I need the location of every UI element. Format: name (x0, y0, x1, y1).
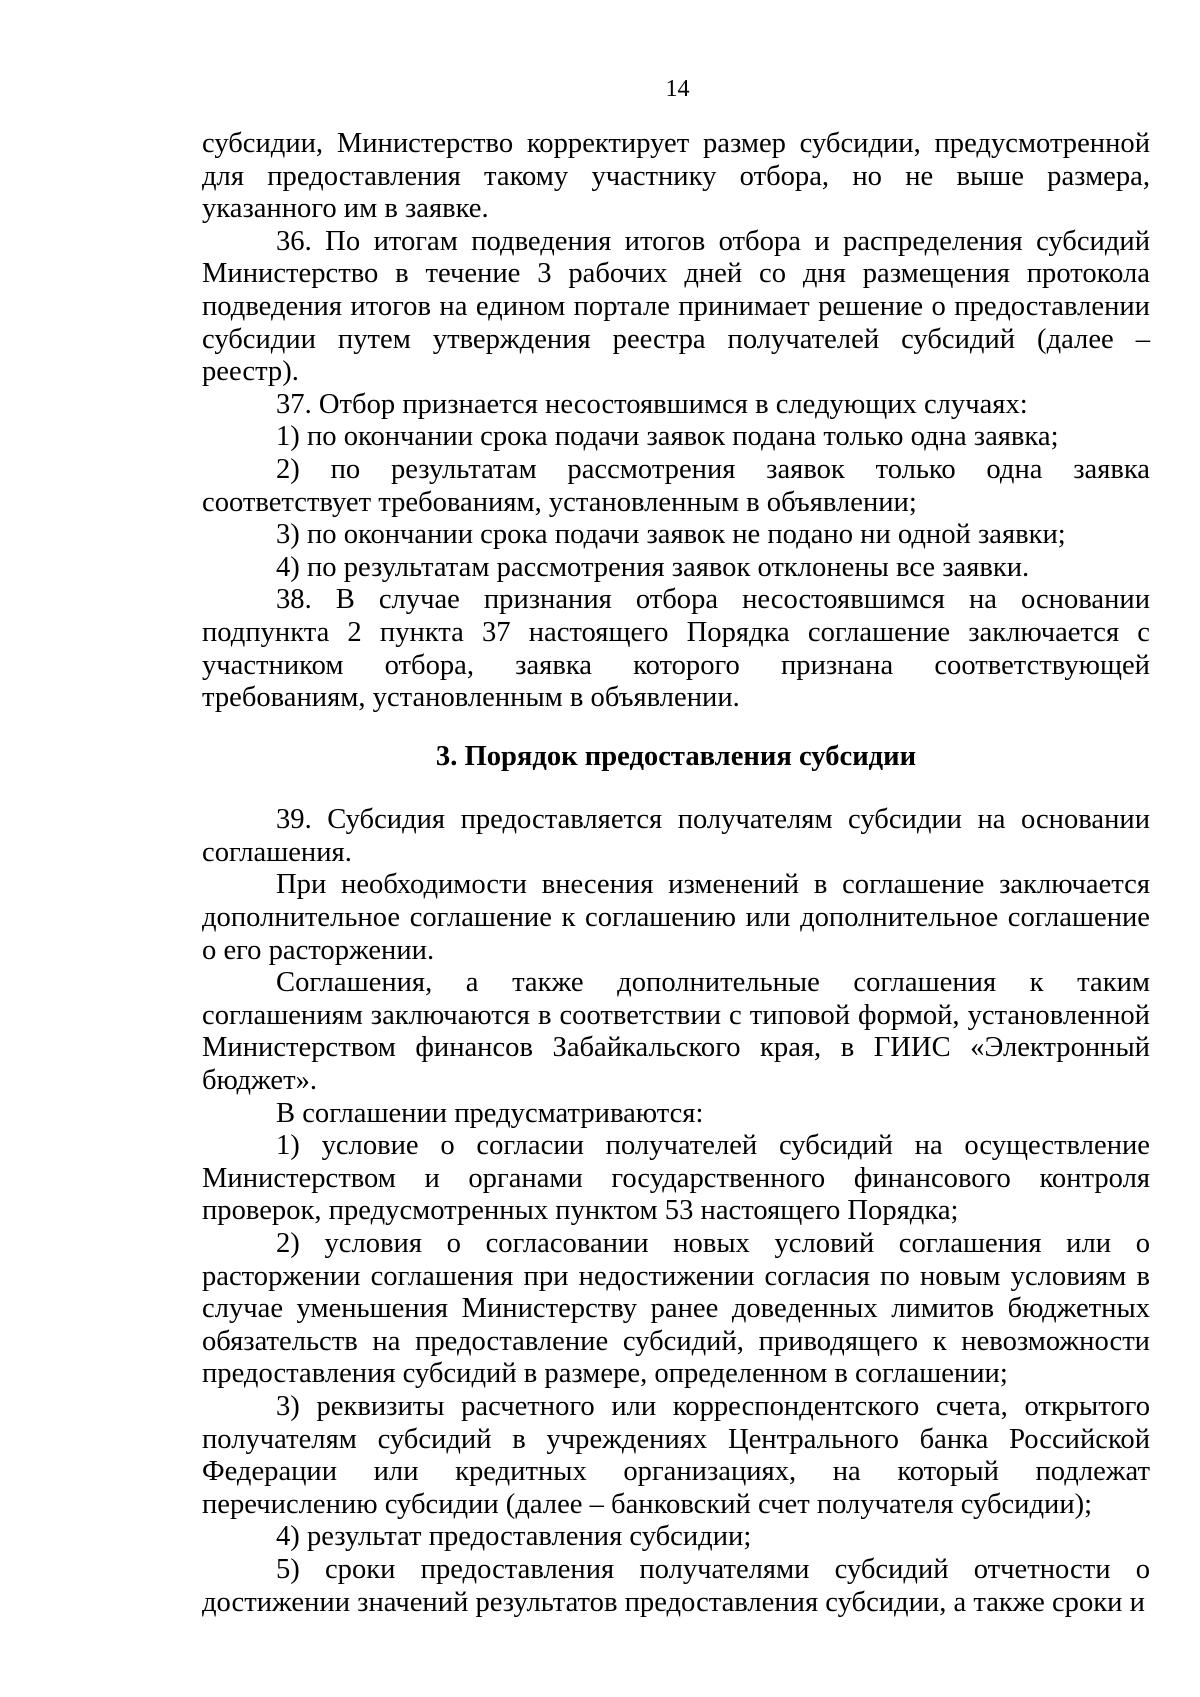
agreement-item-2: 2) условия о согласовании новых условий соглашения или о расторжении соглашения при недостижении согласия по новым условиям в случае уменьшения Министерству ранее доведенных лимитов бюджетных обязательств на предоставление субсидий, приводящего к невозможности предоставления субсидий в размере, определенном в соглашении; (202, 1228, 1150, 1390)
agreement-item-1: 1) условие о согласии получателей субсидий на осуществление Министерством и органами государственного финансового контроля проверок, предусмотренных пунктом 53 настоящего Порядка; (202, 1130, 1150, 1227)
agreement-item-3: 3) реквизиты расчетного или корреспондентского счета, открытого получателям субсидий в учреждениях Центрального банка Российской Федерации или кредитных организациях, на который подлежат перечислению субсидии (далее – банковский счет получателя субсидии); (202, 1390, 1150, 1520)
paragraph-37: 37. Отбор признается несостоявшимся в следующих случаях: (276, 388, 1028, 420)
agreement-item-4: 4) результат предоставления субсидии; (276, 1521, 752, 1553)
paragraph-39: 39. Субсидия предоставляется получателям субсидии на основании соглашения. (202, 804, 1150, 868)
paragraph-37-item-2: 2) по результатам рассмотрения заявок только одна заявка соответствует требованиям, установленным в объявлении; (202, 453, 1150, 518)
paragraph-37-item-3: 3) по окончании срока подачи заявок не подано ни одной заявки; (276, 519, 1066, 551)
agreement-item-5: 5) сроки предоставления получателями субсидий отчетности о достижении значений результатов предоставления субсидии, а также сроки и (202, 1553, 1150, 1618)
paragraph-standard-form: Соглашения, а также дополнительные соглашения к таким соглашениям заключаются в соответствии с типовой формой, установленной Министерством финансов Забайкальского края, в ГИИС «Электронный бюджет». (202, 967, 1150, 1097)
paragraph-37-item-1: 1) по окончании срока подачи заявок подана только одна заявка; (276, 421, 1059, 453)
document-body (202, 128, 1150, 1619)
paragraph-38: 38. В случае признания отбора несостоявшимся на основании подпункта 2 пункта 37 настоящего Порядка соглашение заключается с участником отбора, заявка которого признана соответствующей требованиям, установленным в объявлении. (202, 584, 1150, 714)
section-heading: 3. Порядок предоставления субсидии (435, 740, 917, 772)
paragraph-continuation: субсидии, Министерство корректирует размер субсидии, предусмотренной для предоставления такому участнику отбора, но не выше размера, указанного им в заявке. (202, 128, 1150, 225)
paragraph-amendments: При необходимости внесения изменений в соглашение заключается дополнительное соглашение к соглашению или дополнительное соглашение о его расторжении. (202, 869, 1150, 966)
paragraph-36: 36. По итогам подведения итогов отбора и распределения субсидий Министерство в течение 3 рабочих дней со дня размещения протокола подведения итогов на едином портале принимает решение о предоставлении субсидии путем утверждения реестра получателей субсидий (далее – реестр). (202, 225, 1150, 388)
paragraph-37-item-4: 4) по результатам рассмотрения заявок отклонены все заявки. (276, 551, 1030, 583)
page-number: 14 (665, 76, 690, 102)
paragraph-agreement-provides: В соглашении предусматриваются: (276, 1097, 704, 1129)
